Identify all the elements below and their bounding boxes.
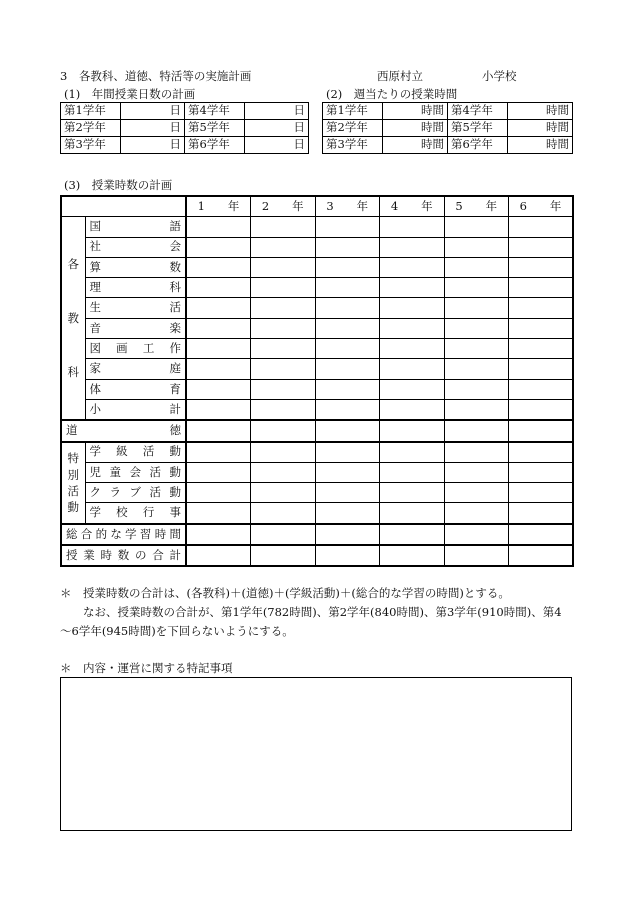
- hours-input-cell[interactable]: [380, 462, 445, 482]
- hours-input-cell[interactable]: [380, 318, 445, 338]
- hours-input-cell[interactable]: [251, 278, 316, 298]
- weekly-hours-grade-label: 第4学年: [448, 103, 508, 120]
- hours-input-cell[interactable]: [315, 399, 380, 420]
- weekly-hours-grade-label: 第2学年: [323, 120, 383, 137]
- annual-days-row: [61, 137, 309, 154]
- weekly-hours-grade-label: 第3学年: [323, 137, 383, 154]
- hours-input-cell[interactable]: [444, 503, 509, 524]
- spaced-label: 算 数: [89, 259, 181, 274]
- subject-name: [85, 359, 186, 379]
- hours-input-cell[interactable]: [509, 545, 574, 566]
- subject-row: [61, 237, 573, 257]
- hours-input-cell[interactable]: [509, 278, 574, 298]
- spaced-label: 理 科: [89, 280, 181, 295]
- annual-days-grade-label: 第3学年: [61, 137, 121, 154]
- subject-row: [61, 318, 573, 338]
- header-blank-cell: [61, 196, 186, 217]
- grade-header: 6 年: [509, 196, 574, 217]
- section-title: 3 各教科、道徳、特活等の実施計画: [60, 69, 252, 83]
- hours-input-cell[interactable]: [251, 524, 316, 545]
- hours-input-cell[interactable]: [251, 339, 316, 359]
- hours-input-cell[interactable]: [186, 318, 251, 338]
- subject-row: [61, 379, 573, 399]
- hours-input-cell[interactable]: [186, 217, 251, 237]
- total-hours-row: [61, 545, 573, 566]
- weekly-hours-value-cell[interactable]: 時間: [383, 137, 448, 154]
- spaced-label: 社 会: [89, 239, 181, 254]
- special-activity-name: [85, 483, 186, 503]
- hours-input-cell[interactable]: [380, 379, 445, 399]
- hours-input-cell[interactable]: [380, 442, 445, 463]
- hours-input-cell[interactable]: [186, 359, 251, 379]
- subject-name: [85, 339, 186, 359]
- hours-input-cell[interactable]: [251, 545, 316, 566]
- subject-row: [61, 339, 573, 359]
- hours-input-cell[interactable]: [444, 257, 509, 277]
- hours-input-cell[interactable]: [509, 298, 574, 318]
- hours-input-cell[interactable]: [380, 278, 445, 298]
- hours-input-cell[interactable]: [444, 524, 509, 545]
- integrated-study-label: [61, 524, 186, 545]
- hours-input-cell[interactable]: [186, 503, 251, 524]
- annual-days-row: [61, 120, 309, 137]
- hours-input-cell[interactable]: [444, 420, 509, 441]
- special-activity-name: [85, 503, 186, 524]
- hours-input-cell[interactable]: [509, 483, 574, 503]
- hours-input-cell[interactable]: [186, 379, 251, 399]
- hours-input-cell[interactable]: [315, 524, 380, 545]
- subject-row: [61, 399, 573, 420]
- special-activity-row: [61, 503, 573, 524]
- annual-days-table: [60, 102, 309, 154]
- subject-row: [61, 359, 573, 379]
- hours-input-cell[interactable]: [509, 379, 574, 399]
- village-label: 西原村立: [377, 69, 423, 83]
- hours-input-cell[interactable]: [251, 237, 316, 257]
- moral-row: [61, 420, 573, 441]
- subject-name: [85, 278, 186, 298]
- note-line-2: なお、授業時数の合計が、第1学年(782時間)、第2学年(840時間)、第3学年(910時間)、第4: [60, 605, 562, 619]
- hours-input-cell[interactable]: [380, 237, 445, 257]
- hours-input-cell[interactable]: [186, 257, 251, 277]
- annual-days-title: (1) 年間授業日数の計画: [64, 87, 196, 101]
- weekly-hours-value-cell[interactable]: 時間: [508, 120, 573, 137]
- hours-input-cell[interactable]: [251, 379, 316, 399]
- subject-name: [85, 298, 186, 318]
- hours-input-cell[interactable]: [509, 217, 574, 237]
- weekly-hours-row: [323, 120, 573, 137]
- hours-input-cell[interactable]: [509, 399, 574, 420]
- hours-input-cell[interactable]: [509, 339, 574, 359]
- hours-input-cell[interactable]: [380, 298, 445, 318]
- weekly-hours-value-cell[interactable]: 時間: [508, 137, 573, 154]
- subject-name: [85, 237, 186, 257]
- hours-input-cell[interactable]: [315, 237, 380, 257]
- hours-input-cell[interactable]: [251, 399, 316, 420]
- hours-input-cell[interactable]: [509, 318, 574, 338]
- spaced-label: 児 童 会 活 動: [89, 464, 181, 479]
- hours-input-cell[interactable]: [380, 399, 445, 420]
- weekly-hours-value-cell[interactable]: 時間: [383, 103, 448, 120]
- note-line-3: ～6学年(945時間)を下回らないようにする。: [60, 624, 294, 638]
- spaced-label: 体 育: [89, 381, 181, 396]
- hours-input-cell[interactable]: [509, 359, 574, 379]
- hours-input-cell[interactable]: [186, 462, 251, 482]
- annual-days-value-cell[interactable]: 日: [245, 103, 309, 120]
- weekly-hours-grade-label: 第5学年: [448, 120, 508, 137]
- hours-input-cell[interactable]: [380, 217, 445, 237]
- annual-days-grade-label: 第6学年: [185, 137, 245, 154]
- hours-input-cell[interactable]: [315, 257, 380, 277]
- hours-input-cell[interactable]: [509, 503, 574, 524]
- hours-input-cell[interactable]: [380, 420, 445, 441]
- hours-input-cell[interactable]: [315, 278, 380, 298]
- hours-input-cell[interactable]: [251, 318, 316, 338]
- hours-input-cell[interactable]: [251, 462, 316, 482]
- annual-days-grade-label: 第2学年: [61, 120, 121, 137]
- notes: [60, 584, 580, 641]
- weekly-hours-row: [323, 103, 573, 120]
- hours-input-cell[interactable]: [380, 339, 445, 359]
- spaced-label: 学 級 活 動: [89, 444, 181, 459]
- hours-input-cell[interactable]: [186, 420, 251, 441]
- grade-header: 1 年: [186, 196, 251, 217]
- subject-row: [61, 217, 573, 237]
- spaced-label: ク ラ ブ 活 動: [89, 485, 181, 500]
- hours-input-cell[interactable]: [315, 379, 380, 399]
- remarks-title: ＊ 内容・運営に関する特記事項: [60, 661, 233, 675]
- hours-input-cell[interactable]: [444, 462, 509, 482]
- hours-input-cell[interactable]: [186, 483, 251, 503]
- total-hours-label: [61, 545, 186, 566]
- hours-input-cell[interactable]: [509, 257, 574, 277]
- hours-input-cell[interactable]: [509, 442, 574, 463]
- hours-input-cell[interactable]: [509, 237, 574, 257]
- annual-days-value-cell[interactable]: 日: [245, 120, 309, 137]
- weekly-hours-title: (2) 週当たりの授業時間: [326, 87, 458, 101]
- weekly-hours-grade-label: 第1学年: [323, 103, 383, 120]
- hours-input-cell[interactable]: [251, 217, 316, 237]
- subject-row: [61, 278, 573, 298]
- spaced-label: 図 画 工 作: [89, 340, 181, 355]
- hours-input-cell[interactable]: [315, 462, 380, 482]
- special-activity-name: [85, 442, 186, 463]
- annual-days-value-cell[interactable]: 日: [245, 137, 309, 154]
- annual-days-value-cell[interactable]: 日: [121, 137, 185, 154]
- spaced-label: 授 業 時 数 の 合 計: [66, 547, 181, 562]
- hours-input-cell[interactable]: [186, 399, 251, 420]
- subject-row: [61, 257, 573, 277]
- hours-input-cell[interactable]: [186, 278, 251, 298]
- special-activity-row: [61, 462, 573, 482]
- hours-input-cell[interactable]: [444, 399, 509, 420]
- integrated-study-row: [61, 524, 573, 545]
- subjects-group-label: 各 教 科: [61, 217, 85, 420]
- hours-plan-table: [60, 195, 574, 567]
- subject-name: [85, 399, 186, 420]
- hours-input-cell[interactable]: [251, 359, 316, 379]
- school-label: 小学校: [482, 69, 517, 83]
- hours-input-cell[interactable]: [380, 503, 445, 524]
- hours-input-cell[interactable]: [315, 545, 380, 566]
- grade-header-row: [61, 196, 573, 217]
- hours-input-cell[interactable]: [380, 359, 445, 379]
- hours-input-cell[interactable]: [444, 318, 509, 338]
- hours-input-cell[interactable]: [509, 462, 574, 482]
- hours-input-cell[interactable]: [186, 545, 251, 566]
- hours-input-cell[interactable]: [186, 298, 251, 318]
- grade-header: 4 年: [380, 196, 445, 217]
- annual-days-grade-label: 第5学年: [185, 120, 245, 137]
- weekly-hours-grade-label: 第6学年: [448, 137, 508, 154]
- hours-input-cell[interactable]: [444, 545, 509, 566]
- grade-header: 5 年: [444, 196, 509, 217]
- hours-input-cell[interactable]: [315, 483, 380, 503]
- hours-input-cell[interactable]: [444, 379, 509, 399]
- spaced-label: 家 庭: [89, 361, 181, 376]
- hours-input-cell[interactable]: [315, 359, 380, 379]
- hours-input-cell[interactable]: [186, 237, 251, 257]
- hours-input-cell[interactable]: [444, 483, 509, 503]
- hours-input-cell[interactable]: [186, 339, 251, 359]
- subject-row: [61, 298, 573, 318]
- hours-input-cell[interactable]: [380, 257, 445, 277]
- special-activity-row: [61, 483, 573, 503]
- weekly-hours-value-cell[interactable]: 時間: [383, 120, 448, 137]
- weekly-hours-value-cell[interactable]: 時間: [508, 103, 573, 120]
- subject-name: [85, 217, 186, 237]
- spaced-label: 生 活: [89, 300, 181, 315]
- hours-plan-title: (3) 授業時数の計画: [64, 178, 173, 192]
- hours-input-cell[interactable]: [315, 503, 380, 524]
- hours-input-cell[interactable]: [444, 359, 509, 379]
- weekly-hours-table: [322, 102, 573, 154]
- annual-days-value-cell[interactable]: 日: [121, 120, 185, 137]
- hours-input-cell[interactable]: [444, 298, 509, 318]
- spaced-label: 国 語: [89, 219, 181, 234]
- hours-input-cell[interactable]: [186, 524, 251, 545]
- note-line-1: ＊ 授業時数の合計は、(各教科)＋(道徳)＋(学級活動)＋(総合的な学習の時間)とする。: [60, 586, 510, 600]
- hours-input-cell[interactable]: [444, 442, 509, 463]
- subject-name: [85, 257, 186, 277]
- annual-days-value-cell[interactable]: 日: [121, 103, 185, 120]
- hours-input-cell[interactable]: [315, 298, 380, 318]
- hours-input-cell[interactable]: [444, 237, 509, 257]
- special-activity-name: [85, 462, 186, 482]
- spaced-label: 音 楽: [89, 320, 181, 335]
- annual-days-row: [61, 103, 309, 120]
- weekly-hours-row: [323, 137, 573, 154]
- hours-input-cell[interactable]: [444, 339, 509, 359]
- hours-input-cell[interactable]: [186, 442, 251, 463]
- hours-input-cell[interactable]: [251, 298, 316, 318]
- special-activity-row: [61, 442, 573, 463]
- moral-text: 道 徳: [66, 423, 181, 438]
- hours-input-cell[interactable]: [251, 257, 316, 277]
- hours-input-cell[interactable]: [251, 503, 316, 524]
- grade-header: 2 年: [251, 196, 316, 217]
- hours-input-cell[interactable]: [444, 278, 509, 298]
- grade-header: 3 年: [315, 196, 380, 217]
- hours-input-cell[interactable]: [380, 483, 445, 503]
- spaced-label: 学 校 行 事: [89, 505, 181, 520]
- subject-name: [85, 379, 186, 399]
- hours-input-cell[interactable]: [380, 545, 445, 566]
- moral-label: [61, 420, 186, 441]
- hours-input-cell[interactable]: [509, 524, 574, 545]
- spaced-label: 小 計: [89, 401, 181, 416]
- subject-name: [85, 318, 186, 338]
- remarks-box[interactable]: [60, 677, 572, 831]
- hours-input-cell[interactable]: [251, 442, 316, 463]
- hours-input-cell[interactable]: [380, 524, 445, 545]
- spaced-label: 総 合 的 な 学 習 時 間: [66, 526, 181, 541]
- hours-input-cell[interactable]: [315, 318, 380, 338]
- hours-input-cell[interactable]: [509, 420, 574, 441]
- hours-input-cell[interactable]: [315, 217, 380, 237]
- hours-input-cell[interactable]: [251, 483, 316, 503]
- hours-input-cell[interactable]: [315, 339, 380, 359]
- hours-input-cell[interactable]: [444, 217, 509, 237]
- hours-input-cell[interactable]: [315, 420, 380, 441]
- hours-input-cell[interactable]: [251, 420, 316, 441]
- annual-days-grade-label: 第1学年: [61, 103, 121, 120]
- hours-input-cell[interactable]: [315, 442, 380, 463]
- special-activities-group-label: 特 別 活 動: [61, 442, 85, 524]
- annual-days-grade-label: 第4学年: [185, 103, 245, 120]
